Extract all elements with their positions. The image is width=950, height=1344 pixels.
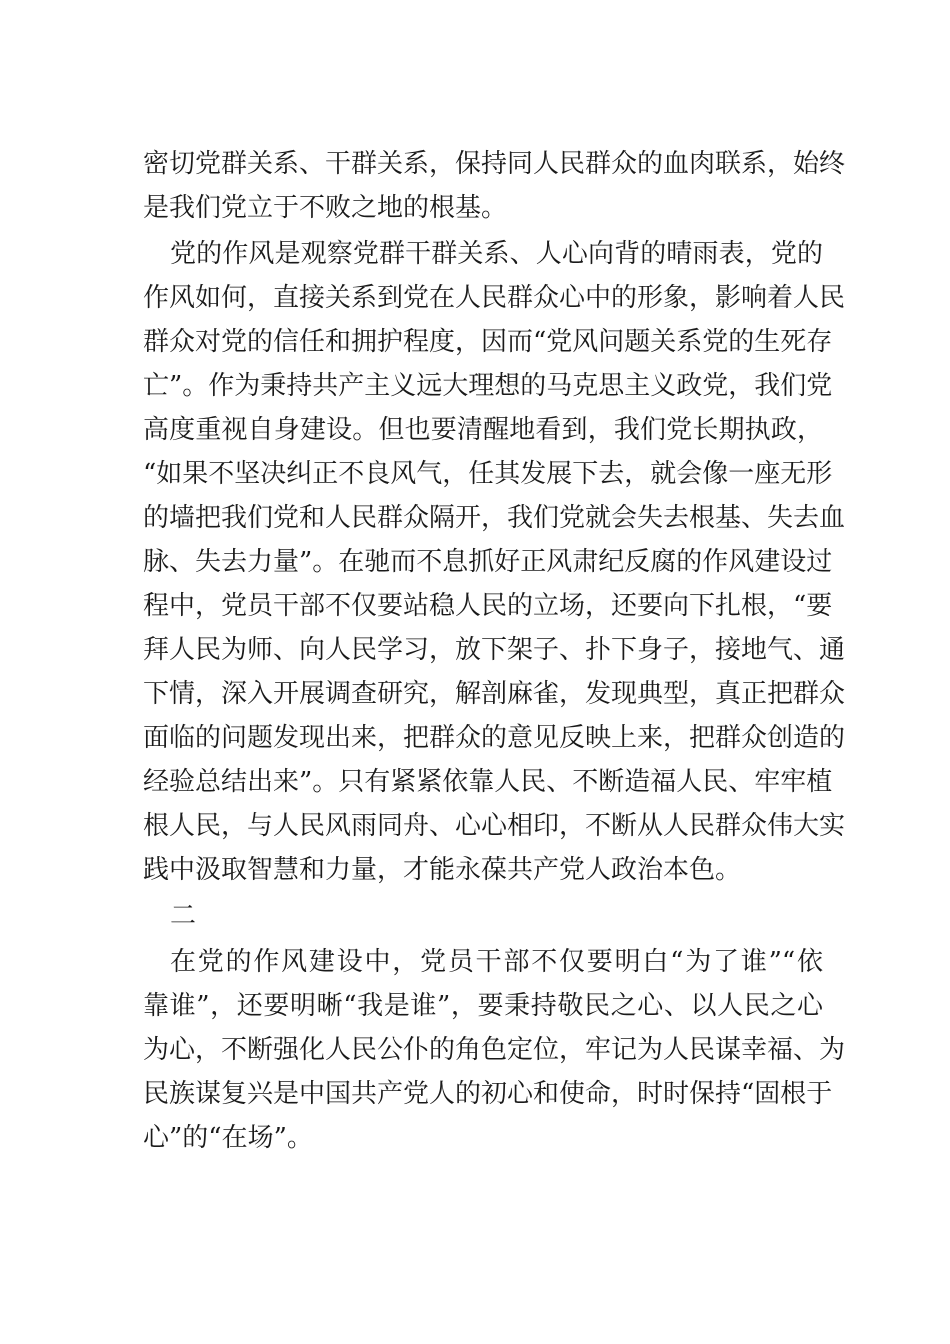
text-line: 在党的作风建设中，党员干部不仅要明白“为了谁”“依: [170, 947, 823, 977]
text-line: 拜人民为师、向人民学习，放下架子、扑下身子，接地气、通: [143, 635, 846, 665]
text-line: 靠谁”，还要明晰“我是谁”，要秉持敬民之心、以人民之心: [143, 991, 823, 1021]
text-line: 亡”。作为秉持共产主义远大理想的马克思主义政党，我们党: [143, 371, 833, 401]
text-line: “如果不坚决纠正不良风气，任其发展下去，就会像一座无形: [143, 459, 833, 489]
document-body: [143, 142, 846, 1160]
text-line: 民族谋复兴是中国共产党人的初心和使命，时时保持“固根于: [143, 1079, 833, 1109]
paragraph-2: [143, 232, 846, 892]
text-line: 脉、失去力量”。在驰而不息抓好正风肃纪反腐的作风建设过: [143, 547, 833, 577]
text-line: 作风如何，直接关系到党在人民群众心中的形象，影响着人民: [143, 283, 846, 313]
text-line: 密切党群关系、干群关系，保持同人民群众的血肉联系，始终: [143, 149, 846, 179]
text-line: 下情，深入开展调查研究，解剖麻雀，发现典型，真正把群众: [143, 679, 846, 709]
text-line: 是我们党立于不败之地的根基。: [143, 193, 508, 223]
text-line: 程中，党员干部不仅要站稳人民的立场，还要向下扎根，“要: [143, 591, 833, 621]
text-line: 心”的“在场”。: [143, 1123, 313, 1153]
text-line: 党的作风是观察党群干群关系、人心向背的晴雨表，党的: [170, 239, 823, 269]
text-line: 根人民，与人民风雨同舟、心心相印，不断从人民群众伟大实: [143, 811, 846, 841]
text-line: 高度重视自身建设。但也要清醒地看到，我们党长期执政，: [143, 415, 823, 445]
text-line: 的墙把我们党和人民群众隔开，我们党就会失去根基、失去血: [143, 503, 846, 533]
paragraph-1: [143, 142, 846, 230]
text-line: 为心，不断强化人民公仆的角色定位，牢记为人民谋幸福、为: [143, 1035, 846, 1065]
text-line: 经验总结出来”。只有紧紧依靠人民、不断造福人民、牢牢植: [143, 767, 833, 797]
paragraph-3: [143, 940, 846, 1160]
text-line: 群众对党的信任和拥护程度，因而“党风问题关系党的生死存: [143, 327, 833, 357]
text-line: 践中汲取智慧和力量，才能永葆共产党人政治本色。: [143, 855, 742, 885]
section-number: 二: [170, 901, 197, 931]
section-heading: [143, 894, 823, 938]
text-line: 面临的问题发现出来，把群众的意见反映上来，把群众创造的: [143, 723, 846, 753]
